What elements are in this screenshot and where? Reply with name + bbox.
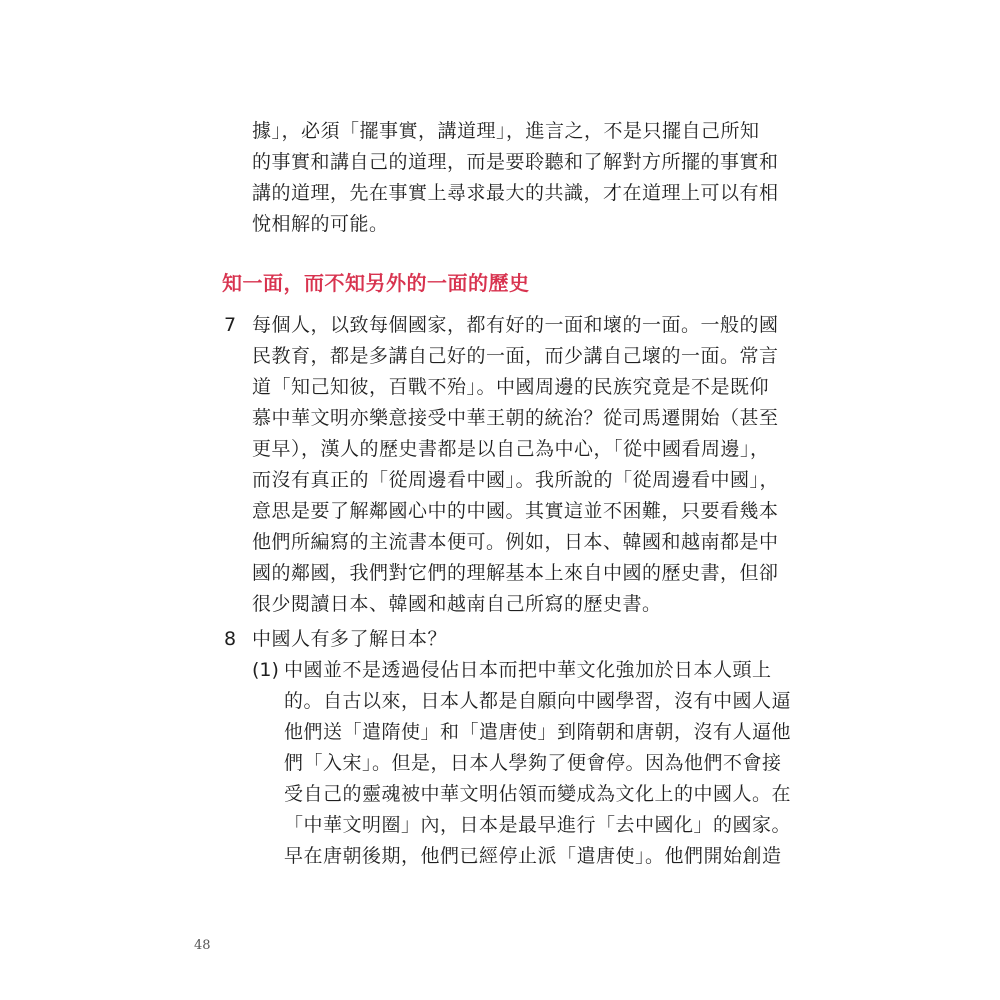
paragraph-7-line-3: 道「知己知彼，百戰不殆」。中國周邊的民族究竟是不是既仰 — [252, 376, 770, 398]
paragraph-7-line-2: 民教育，都是多講自己好的一面，而少講自己壞的一面。常言 — [252, 345, 779, 367]
sub-item-line-5: 受自己的靈魂被中華文明佔領而變成為文化上的中國人。在 — [284, 783, 792, 805]
paragraph-7-line-8: 他們所編寫的主流書本便可。例如，日本、韓國和越南都是中 — [252, 531, 779, 553]
sub-item-line-7: 早在唐朝後期，他們已經停止派「遣唐使」。他們開始創造 — [284, 845, 782, 867]
paragraph-8-title: 中國人有多了解日本？ — [252, 628, 448, 650]
intro-line-4: 悅相解的可能。 — [252, 213, 389, 235]
paragraph-7-line-4: 慕中華文明亦樂意接受中華王朝的統治？從司馬遷開始（甚至 — [252, 407, 779, 429]
paragraph-7-line-6: 而沒有真正的「從周邊看中國」。我所說的「從周邊看中國」， — [252, 469, 780, 491]
intro-line-3: 講的道理，先在事實上尋求最大的共識，才在道理上可以有相 — [252, 182, 779, 204]
sub-item-line-6: 「中華文明圈」內，日本是最早進行「去中國化」的國家。 — [284, 814, 792, 836]
paragraph-number: 7 — [224, 314, 237, 336]
sub-item-number: (1) — [252, 659, 279, 681]
sub-item-line-3: 他們送「遣隋使」和「遣唐使」到隋朝和唐朝，沒有人逼他 — [284, 721, 792, 743]
intro-line-2: 的事實和講自己的道理，而是要聆聽和了解對方所擺的事實和 — [252, 151, 779, 173]
sub-item-line-1: 中國並不是透過侵佔日本而把中華文化強加於日本人頭上 — [284, 659, 772, 681]
section-heading: 知一面，而不知另外的一面的歷史 — [222, 271, 530, 295]
paragraph-number: 8 — [224, 628, 237, 650]
paragraph-7-line-1: 每個人，以致每個國家，都有好的一面和壞的一面。一般的國 — [252, 314, 779, 336]
paragraph-7-line-9: 國的鄰國，我們對它們的理解基本上來自中國的歷史書，但卻 — [252, 562, 779, 584]
paragraph-7-line-10: 很少閱讀日本、韓國和越南自己所寫的歷史書。 — [252, 593, 662, 615]
paragraph-7-line-5: 更早），漢人的歷史書都是以自己為中心，「從中國看周邊」， — [252, 438, 770, 460]
sub-item-line-2: 的。自古以來，日本人都是自願向中國學習，沒有中國人逼 — [284, 690, 792, 712]
page-number: 48 — [194, 938, 211, 953]
intro-line-1: 據」，必須「擺事實，講道理」，進言之，不是只擺自己所知 — [252, 120, 760, 142]
paragraph-7-line-7: 意思是要了解鄰國心中的中國。其實這並不困難，只要看幾本 — [252, 500, 779, 522]
sub-item-line-4: 們「入宋」。但是，日本人學夠了便會停。因為他們不會接 — [284, 752, 782, 774]
